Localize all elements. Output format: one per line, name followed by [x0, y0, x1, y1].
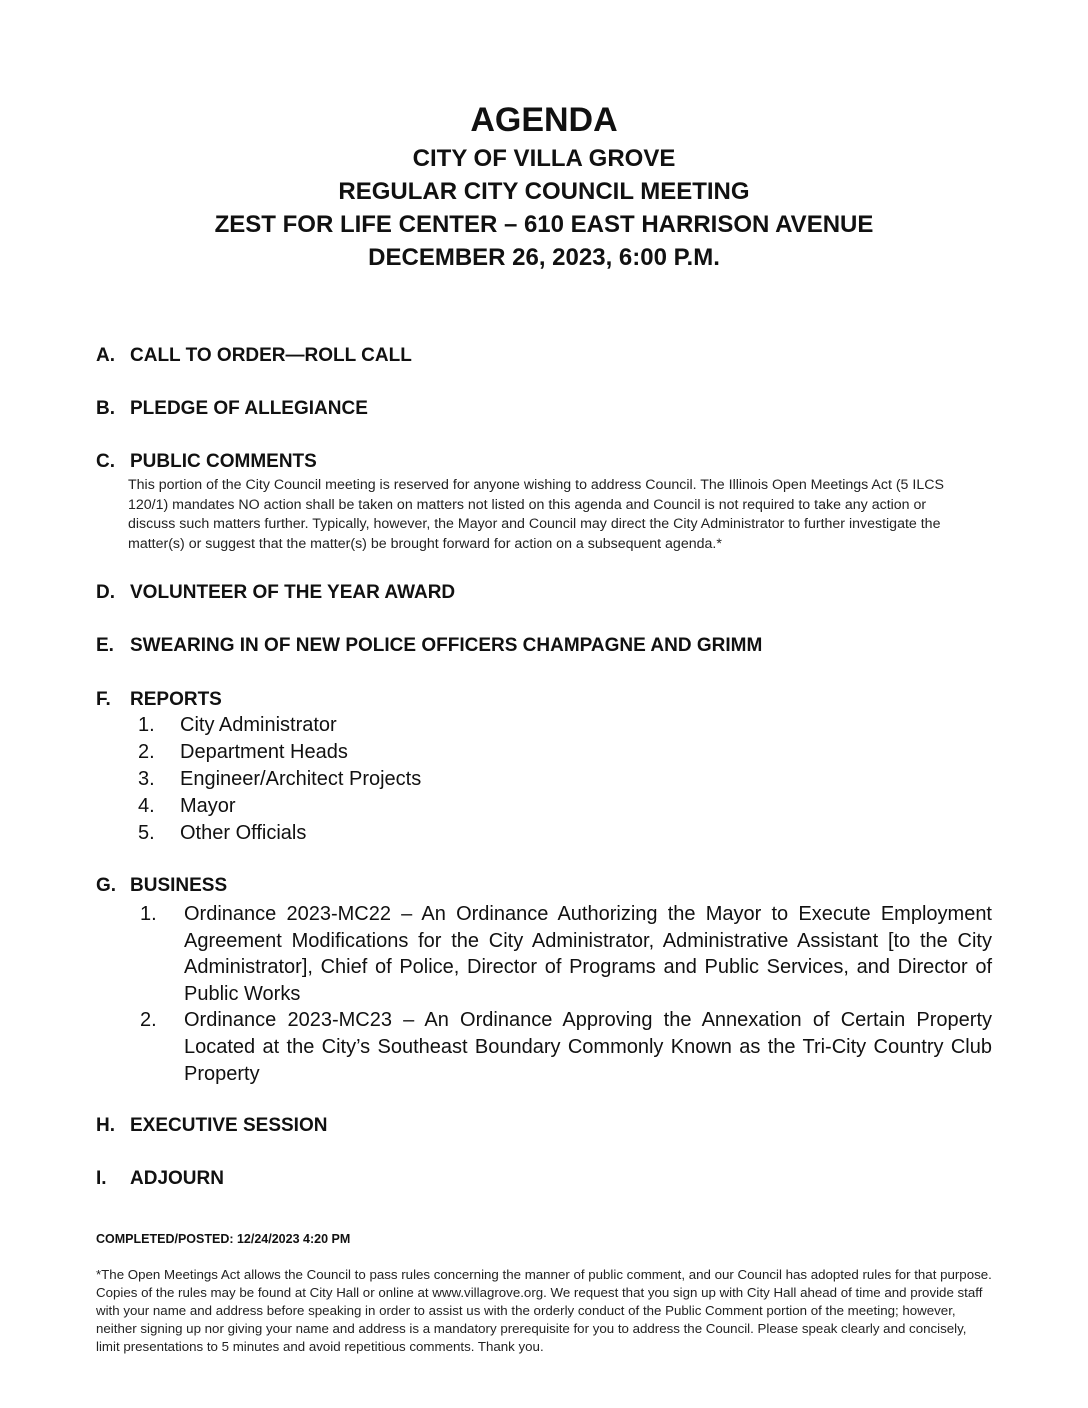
section-b-title: PLEDGE OF ALLEGIANCE [130, 398, 368, 419]
section-g: G. BUSINESS [96, 875, 228, 896]
meeting-location: ZEST FOR LIFE CENTER – 610 EAST HARRISON AVENUE [214, 211, 874, 238]
section-h: H. EXECUTIVE SESSION [96, 1115, 328, 1136]
section-f: F. REPORTS [96, 689, 222, 710]
section-c: C. PUBLIC COMMENTS [96, 451, 317, 472]
posted-timestamp: COMPLETED/POSTED: 12/24/2023 4:20 PM [96, 1232, 351, 1246]
section-a: A. CALL TO ORDER—ROLL CALL [96, 345, 412, 366]
section-a-title: CALL TO ORDER—ROLL CALL [130, 345, 412, 366]
footnote: *The Open Meetings Act allows the Council to pass rules concerning the manner of public comment, and our Council has adopted rules for that purpose. Copies of the rules may be found at City Hall or online at www.villagrove.org. We request that you sign up with City Hall ahead of time and provide staff with your name and address before speaking in order to assist us with the orderly conduct of the Public Comment portion of the meeting; however, neither signing up nor giving your name and address is a mandatory prerequisite for you to address the Council. Please speak clearly and concisely, limit presentations to 5 minutes and avoid repetitious comments. Thank you. [96, 1267, 992, 1354]
section-d: D. VOLUNTEER OF THE YEAR AWARD [96, 582, 456, 603]
section-e: E. SWEARING IN OF NEW POLICE OFFICERS CHAMPAGNE AND GRIMM [96, 635, 763, 656]
section-h-title: EXECUTIVE SESSION [130, 1115, 328, 1136]
section-g-title: BUSINESS [130, 875, 228, 896]
list-item: 2. Ordinance 2023-MC23 – An Ordinance Approving the Annexation of Certain Property Located at the City’s Southeast Boundary Commonly Known as the Tri-City Country Club Property [140, 1009, 992, 1085]
section-c-title: PUBLIC COMMENTS [130, 451, 317, 472]
meeting-type: REGULAR CITY COUNCIL MEETING [338, 178, 750, 205]
agenda-header [0, 98, 1088, 274]
agenda-title: AGENDA [470, 101, 618, 139]
section-e-title: SWEARING IN OF NEW POLICE OFFICERS CHAMPAGNE AND GRIMM [130, 635, 763, 656]
business-list [140, 901, 992, 1087]
ordinance-mc22-text: Ordinance 2023-MC22 – An Ordinance Authorizing the Mayor to Execute Employment Agreement Modifications for the City Administrator, Administrative Assistant [to the City Administrator], Chief of Police, Director of Programs and Public Services, and Director of Public Works [184, 903, 992, 1005]
section-b: B. PLEDGE OF ALLEGIANCE [96, 398, 368, 419]
city-name: CITY OF VILLA GROVE [412, 145, 676, 172]
public-comments-text: This portion of the City Council meeting is reserved for anyone wishing to address Council. The Illinois Open Meetings Act (5 ILCS 120/1) mandates NO action shall be taken on matters not listed on this agenda and Council is not required to take any action or discuss such matters further. Typically, however, the Mayor and Council may direct the City Administrator to further investigate the matter(s) or suggest that the matter(s) be brought forward for action on a subsequent agenda.* [128, 477, 944, 552]
ordinance-mc23-text: Ordinance 2023-MC23 – An Ordinance Approving the Annexation of Certain Property Located at the City’s Southeast Boundary Commonly Known as the Tri-City Country Club Property [184, 1009, 992, 1085]
section-f-title: REPORTS [130, 689, 222, 710]
section-i: I. ADJOURN [96, 1168, 224, 1189]
list-item: 1. Ordinance 2023-MC22 – An Ordinance Authorizing the Mayor to Execute Employment Agreement Modifications for the City Administrator, Administrative Assistant [to the City Administrator], Chief of Police, Director of Programs and Public Services, and Director of Public Works [140, 903, 992, 1005]
meeting-datetime: DECEMBER 26, 2023, 6:00 P.M. [368, 244, 720, 271]
section-d-title: VOLUNTEER OF THE YEAR AWARD [130, 582, 456, 603]
section-i-title: ADJOURN [130, 1168, 224, 1189]
